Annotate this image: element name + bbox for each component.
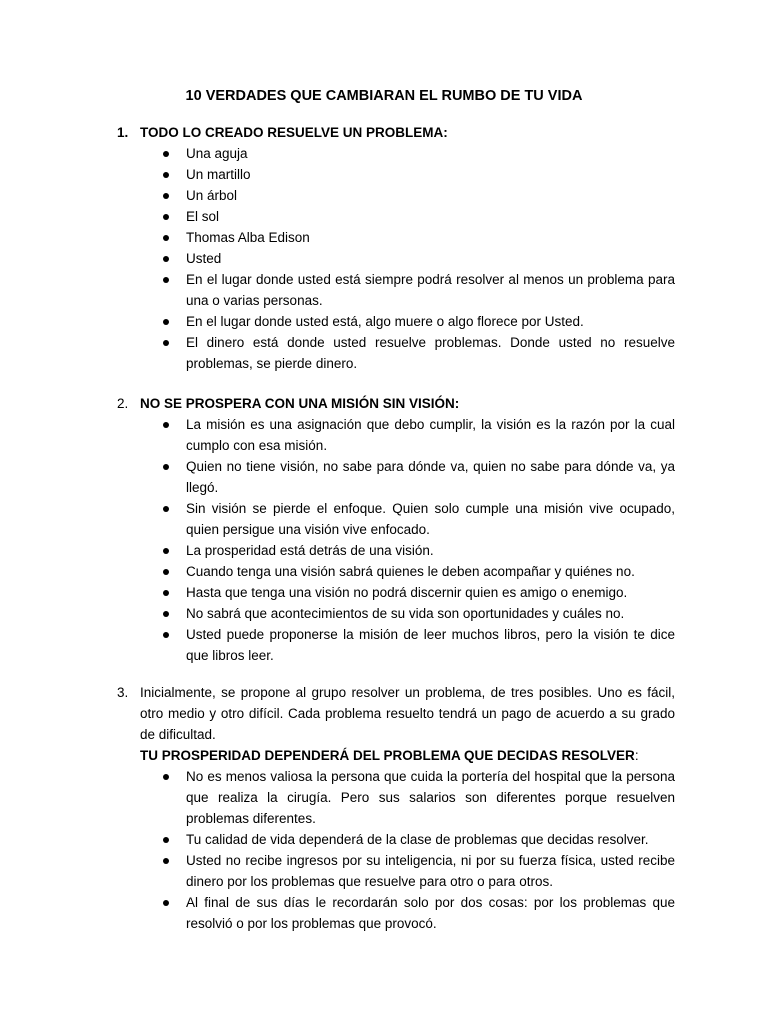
list-item: Cuando tenga una visión sabrá quienes le deben acompañar y quiénes no.: [117, 561, 675, 582]
bullet-list: [117, 766, 675, 934]
section-title-suffix: :: [634, 748, 639, 763]
section-heading: [117, 122, 675, 143]
section-heading: [117, 745, 675, 766]
list-item: Hasta que tenga una visión no podrá discernir quien es amigo o enemigo.: [117, 582, 675, 603]
list-item: Usted: [117, 248, 675, 269]
list-item: La misión es una asignación que debo cumplir, la visión es la razón por la cual cumplo con esa misión.: [117, 414, 675, 456]
section-number: 2.: [117, 396, 129, 411]
list-item: Sin visión se pierde el enfoque. Quien solo cumple una misión vive ocupado, quien persigue una visión vive enfocado.: [117, 498, 675, 540]
bullet-icon: [163, 277, 169, 283]
bullet-icon: [163, 422, 169, 428]
section-title: NO SE PROSPERA CON UNA MISIÓN SIN VISIÓN:: [140, 396, 460, 411]
bullet-icon: [163, 256, 169, 262]
bullet-icon: [163, 858, 169, 864]
section-3: [117, 682, 675, 934]
section-heading: [117, 393, 675, 414]
bullet-icon: [163, 464, 169, 470]
bullet-icon: [163, 590, 169, 596]
list-item: Tu calidad de vida dependerá de la clase de problemas que decidas resolver.: [117, 829, 675, 850]
list-item: La prosperidad está detrás de una visión.: [117, 540, 675, 561]
list-item: Un martillo: [117, 164, 675, 185]
section-1: [117, 122, 675, 374]
list-item: Thomas Alba Edison: [117, 227, 675, 248]
bullet-icon: [163, 506, 169, 512]
bullet-icon: [163, 193, 169, 199]
bullet-list: [117, 414, 675, 666]
list-item: El dinero está donde usted resuelve problemas. Donde usted no resuelve problemas, se pierde dinero.: [117, 332, 675, 374]
bullet-icon: [163, 837, 169, 843]
list-item: Usted puede proponerse la misión de leer muchos libros, pero la visión te dice que libros leer.: [117, 624, 675, 666]
bullet-list: [117, 143, 675, 374]
list-item: Un árbol: [117, 185, 675, 206]
bullet-icon: [163, 569, 169, 575]
list-item: En el lugar donde usted está siempre podrá resolver al menos un problema para una o varias personas.: [117, 269, 675, 311]
list-item: Una aguja: [117, 143, 675, 164]
list-item: Usted no recibe ingresos por su inteligencia, ni por su fuerza física, usted recibe dinero por los problemas que resuelve para otro o para otros.: [117, 850, 675, 892]
bullet-icon: [163, 151, 169, 157]
bullet-icon: [163, 632, 169, 638]
bullet-icon: [163, 172, 169, 178]
bullet-icon: [163, 548, 169, 554]
section-title: TU PROSPERIDAD DEPENDERÁ DEL PROBLEMA QUE DECIDAS RESOLVER: [140, 748, 635, 763]
section-number: 3.: [117, 685, 129, 700]
bullet-icon: [163, 340, 169, 346]
section-intro-text: Inicialmente, se propone al grupo resolver un problema, de tres posibles. Uno es fácil, otro medio y otro difícil. Cada problema resuelto tendrá un pago de acuerdo a su grado de dificultad.: [140, 685, 675, 742]
bullet-icon: [163, 235, 169, 241]
list-item: El sol: [117, 206, 675, 227]
bullet-icon: [163, 900, 169, 906]
section-number: 1.: [117, 125, 129, 140]
section-intro: [117, 682, 675, 745]
section-2: [117, 393, 675, 666]
list-item: Quien no tiene visión, no sabe para dónde va, quien no sabe para dónde va, ya llegó.: [117, 456, 675, 498]
document-title: 10 VERDADES QUE CAMBIARAN EL RUMBO DE TU VIDA: [185, 88, 583, 104]
list-item: Al final de sus días le recordarán solo por dos cosas: por los problemas que resolvió o por los problemas que provocó.: [117, 892, 675, 934]
section-title: TODO LO CREADO RESUELVE UN PROBLEMA:: [140, 125, 448, 140]
list-item: No es menos valiosa la persona que cuida la portería del hospital que la persona que realiza la cirugía. Pero sus salarios son diferentes porque resuelven problemas diferentes.: [117, 766, 675, 829]
bullet-icon: [163, 319, 169, 325]
list-item: En el lugar donde usted está, algo muere o algo florece por Usted.: [117, 311, 675, 332]
bullet-icon: [163, 214, 169, 220]
bullet-icon: [163, 611, 169, 617]
bullet-icon: [163, 774, 169, 780]
list-item: No sabrá que acontecimientos de su vida son oportunidades y cuáles no.: [117, 603, 675, 624]
